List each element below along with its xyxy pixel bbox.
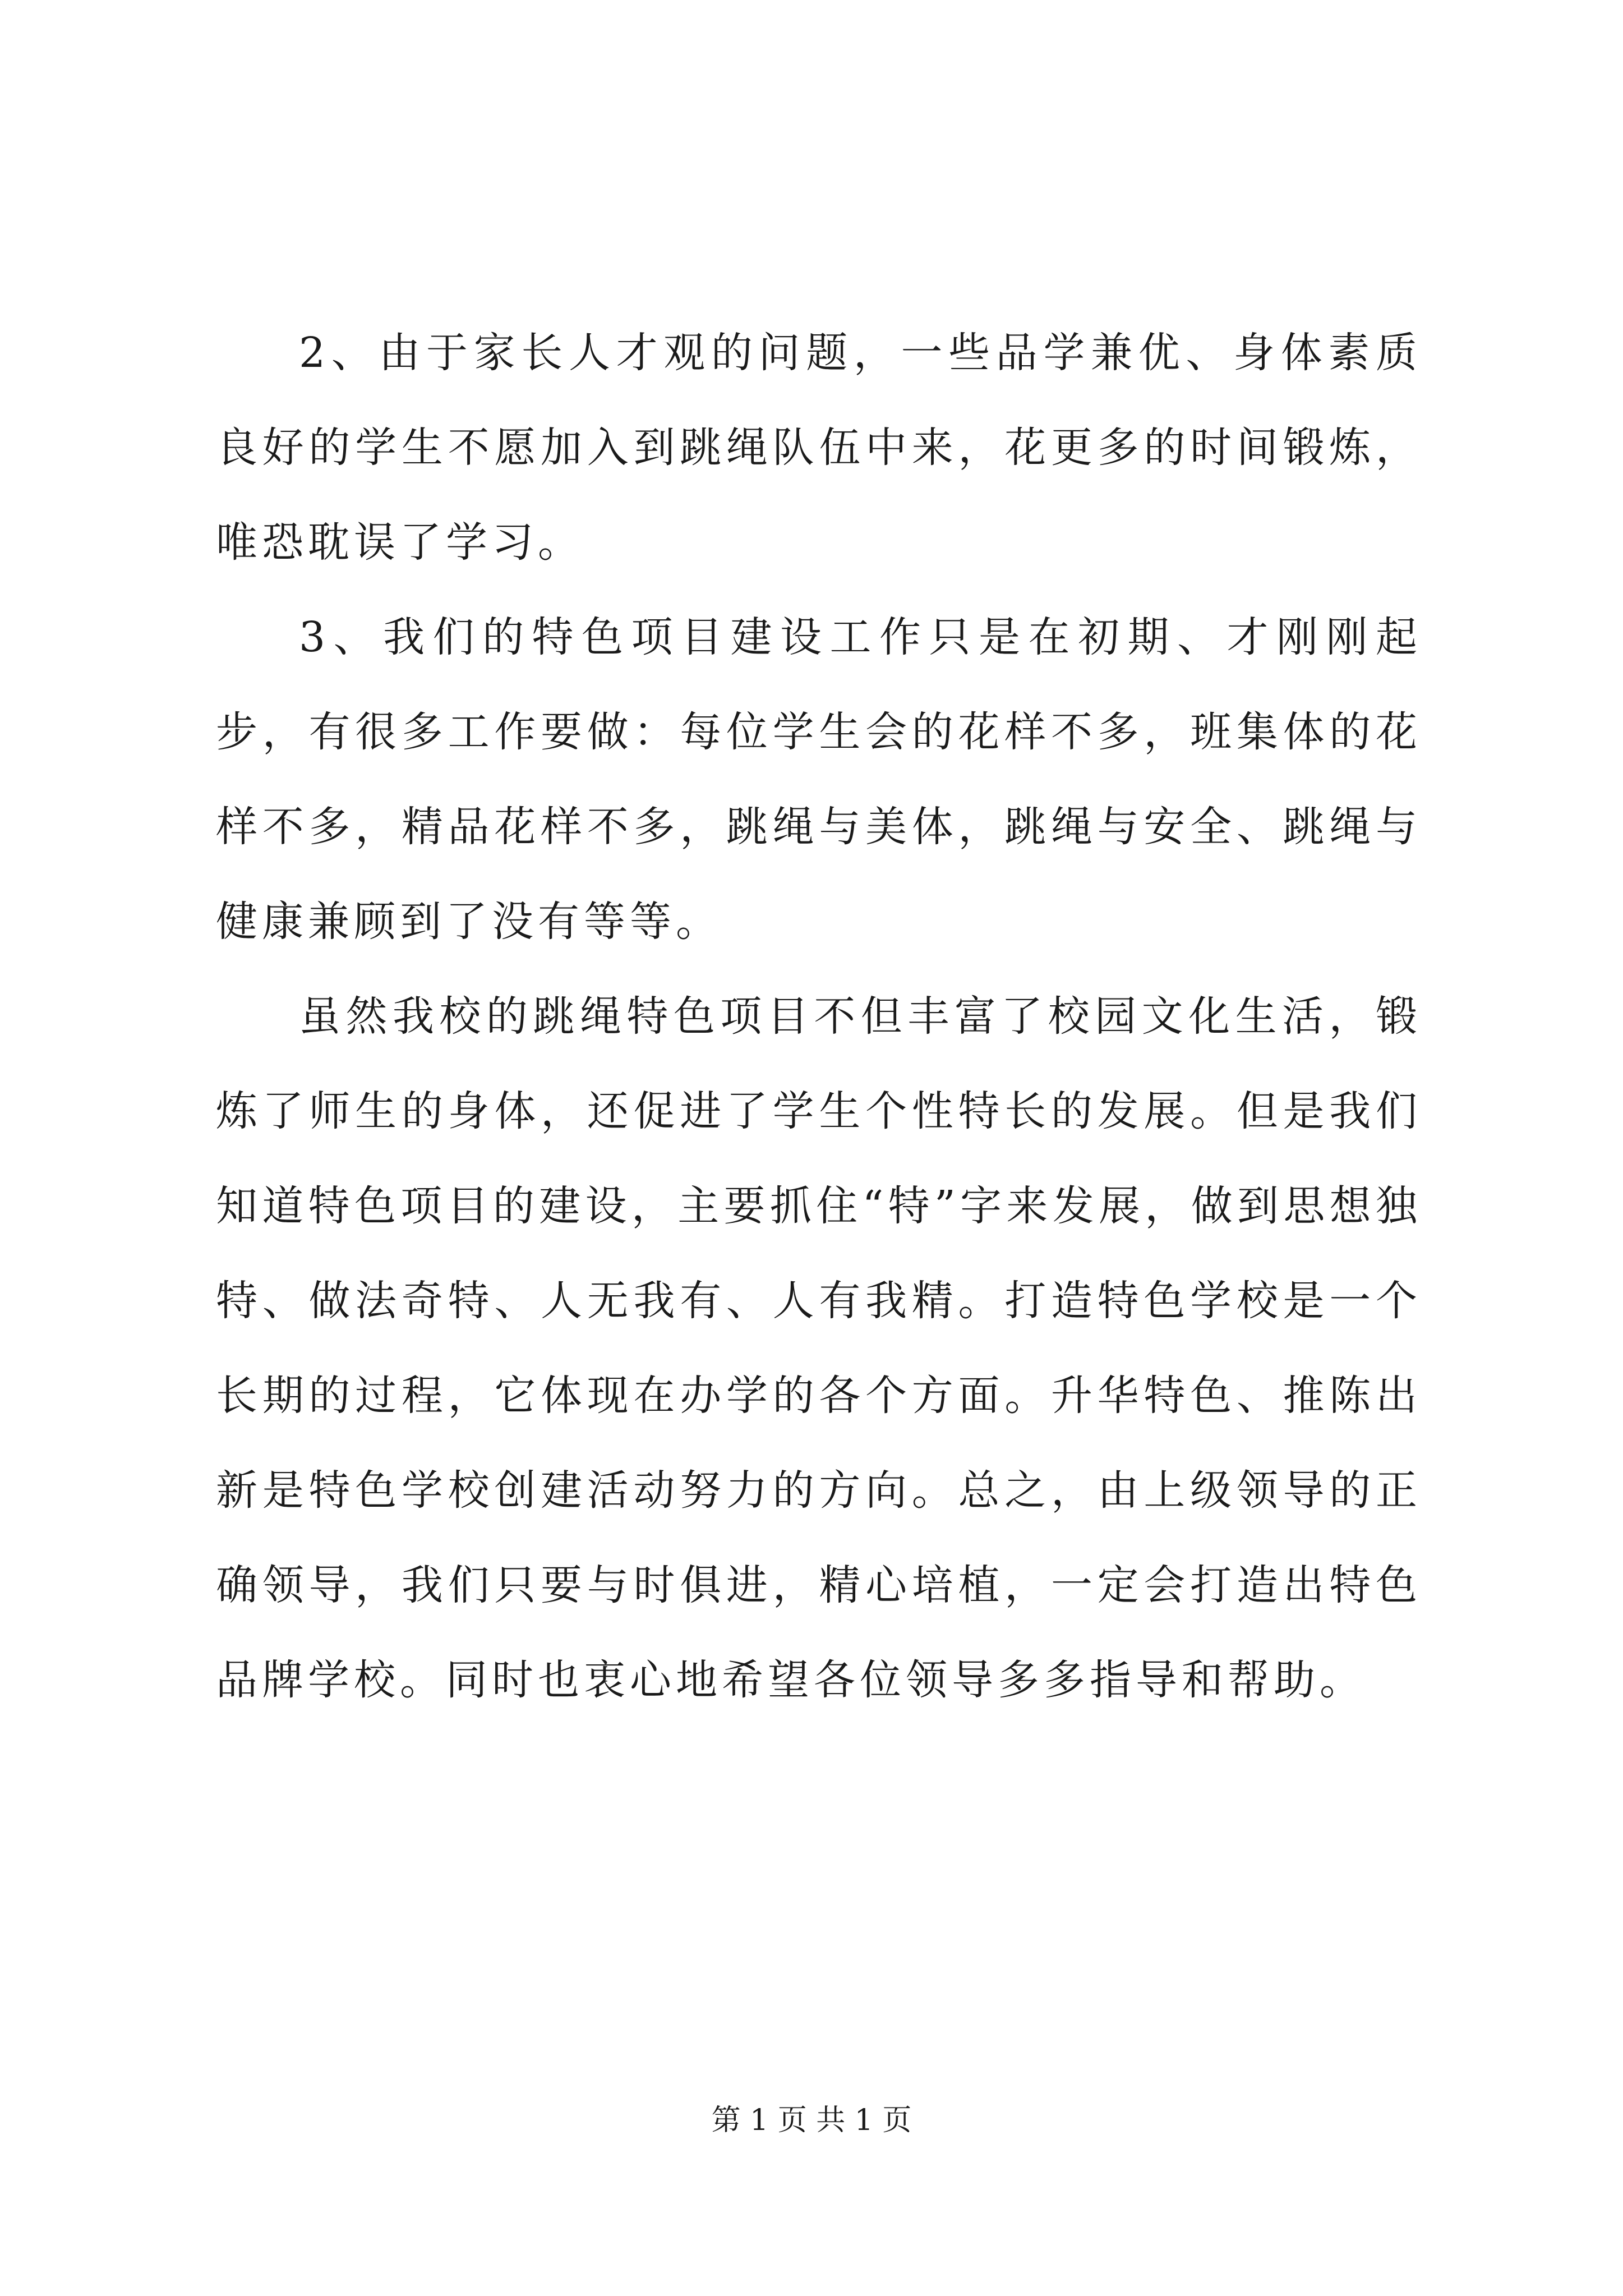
document-body — [216, 306, 1422, 1728]
paragraph-2: 2、由于家长人才观的问题，一些品学兼优、身体素质良好的学生不愿加入到跳绳队伍中来，花更多的时间锻炼，唯恐耽误了学习。 — [216, 329, 1422, 567]
paragraph-conclusion: 虽然我校的跳绳特色项目不但丰富了校园文化生活，锻炼了师生的身体，还促进了学生个性特长的发展。但是我们知道特色项目的建设，主要抓住“特”字来发展，做到思想独特、做法奇特、人无我有、人有我精。打造特色学校是一个长期的过程，它体现在办学的各个方面。升华特色、推陈出新是特色学校创建活动努力的方向。总之，由上级领导的正确领导，我们只要与时俱进，精心培植，一定会打造出特色品牌学校。同时也衷心地希望各位领导多多指导和帮助。 — [216, 992, 1422, 1704]
paragraph-3: 3、我们的特色项目建设工作只是在初期、才刚刚起步，有很多工作要做：每位学生会的花样不多，班集体的花样不多，精品花样不多，跳绳与美体，跳绳与安全、跳绳与健康兼顾到了没有等等。 — [216, 613, 1422, 946]
page-footer: 第 1 页 共 1 页 — [711, 2104, 912, 2137]
